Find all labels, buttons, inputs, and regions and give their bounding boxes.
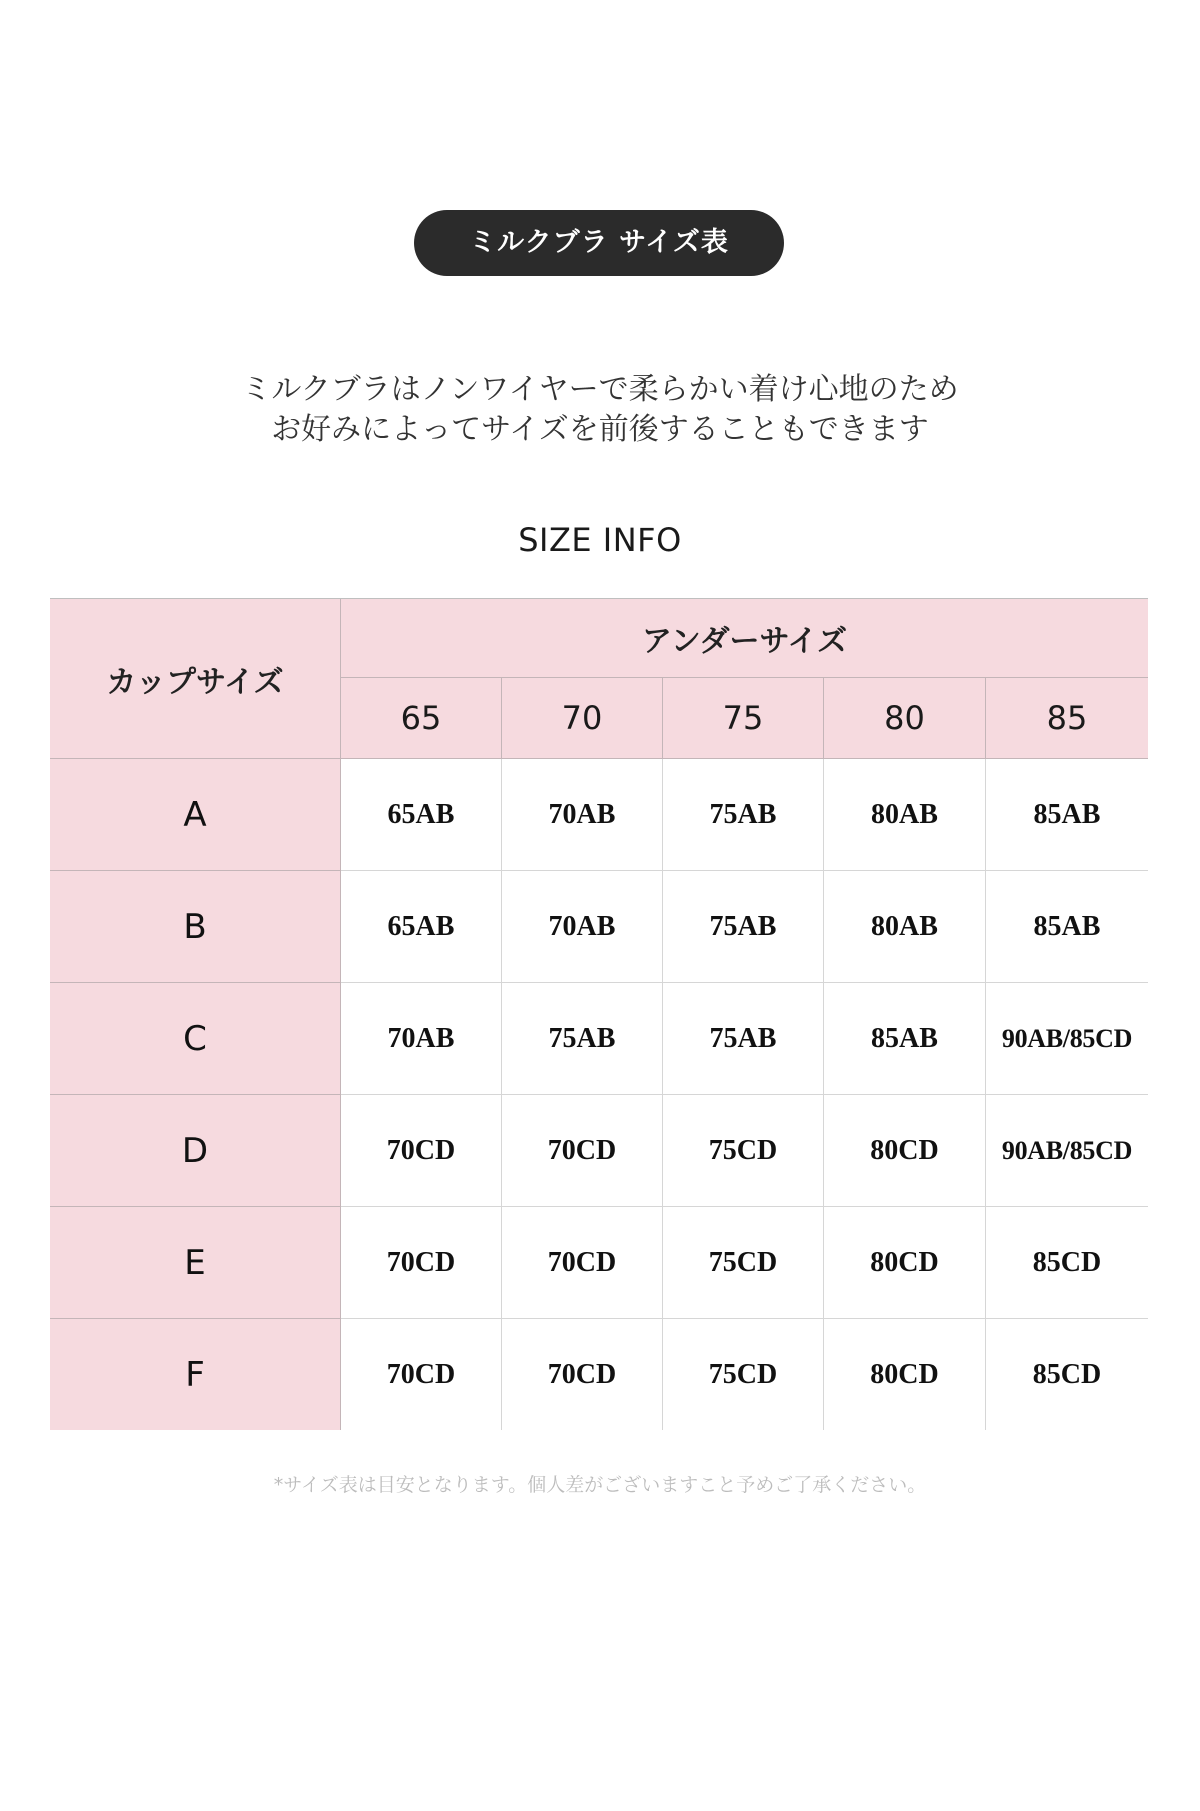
cup-label-f: F xyxy=(50,1319,341,1430)
table-cell: 85AB xyxy=(986,871,1148,983)
cup-label-c: C xyxy=(50,983,341,1095)
section-title: SIZE INFO xyxy=(518,521,682,559)
table-cell: 85AB xyxy=(824,983,986,1095)
cup-label-b: B xyxy=(50,871,341,983)
table-cell: 65AB xyxy=(341,759,502,871)
table-cell: 85CD xyxy=(986,1207,1148,1319)
table-cell: 80CD xyxy=(824,1095,986,1207)
table-cell: 70CD xyxy=(502,1095,663,1207)
table-cell: 85CD xyxy=(986,1319,1148,1430)
table-cell: 75AB xyxy=(663,871,824,983)
table-cell: 90AB/85CD xyxy=(986,983,1148,1095)
intro-text xyxy=(0,370,1200,450)
footnote: *サイズ表は目安となります。個人差がございますこと予めご了承ください。 xyxy=(273,1474,927,1496)
table-cell: 75CD xyxy=(663,1207,824,1319)
band-header-80: 80 xyxy=(824,678,986,759)
band-header-75: 75 xyxy=(663,678,824,759)
table-cell: 70CD xyxy=(502,1319,663,1430)
page-title-badge: ミルクブラ サイズ表 xyxy=(414,210,784,276)
table-cell: 70AB xyxy=(502,759,663,871)
cup-label-a: A xyxy=(50,759,341,871)
band-header-70: 70 xyxy=(502,678,663,759)
table-cell: 90AB/85CD xyxy=(986,1095,1148,1207)
band-header-85: 85 xyxy=(986,678,1148,759)
intro-line-2: お好みによってサイズを前後することもできます xyxy=(271,412,929,447)
table-cell: 80CD xyxy=(824,1207,986,1319)
band-header-65: 65 xyxy=(341,678,502,759)
table-cell: 70AB xyxy=(341,983,502,1095)
table-cell: 80AB xyxy=(824,871,986,983)
cup-label-d: D xyxy=(50,1095,341,1207)
cup-label-e: E xyxy=(50,1207,341,1319)
table-cell: 75AB xyxy=(502,983,663,1095)
table-cell: 70CD xyxy=(341,1319,502,1430)
table-cell: 85AB xyxy=(986,759,1148,871)
table-cell: 70CD xyxy=(341,1095,502,1207)
table-cell: 70CD xyxy=(341,1207,502,1319)
table-cell: 80AB xyxy=(824,759,986,871)
table-cell: 75AB xyxy=(663,759,824,871)
intro-line-1: ミルクブラはノンワイヤーで柔らかい着け心地のため xyxy=(241,372,959,407)
table-cell: 65AB xyxy=(341,871,502,983)
size-table xyxy=(50,598,1148,1429)
table-cell: 75AB xyxy=(663,983,824,1095)
table-cell: 70AB xyxy=(502,871,663,983)
cup-size-header: カップサイズ xyxy=(50,599,341,759)
table-cell: 75CD xyxy=(663,1319,824,1430)
table-cell: 70CD xyxy=(502,1207,663,1319)
under-size-header: アンダーサイズ xyxy=(341,599,1148,678)
table-cell: 75CD xyxy=(663,1095,824,1207)
table-cell: 80CD xyxy=(824,1319,986,1430)
